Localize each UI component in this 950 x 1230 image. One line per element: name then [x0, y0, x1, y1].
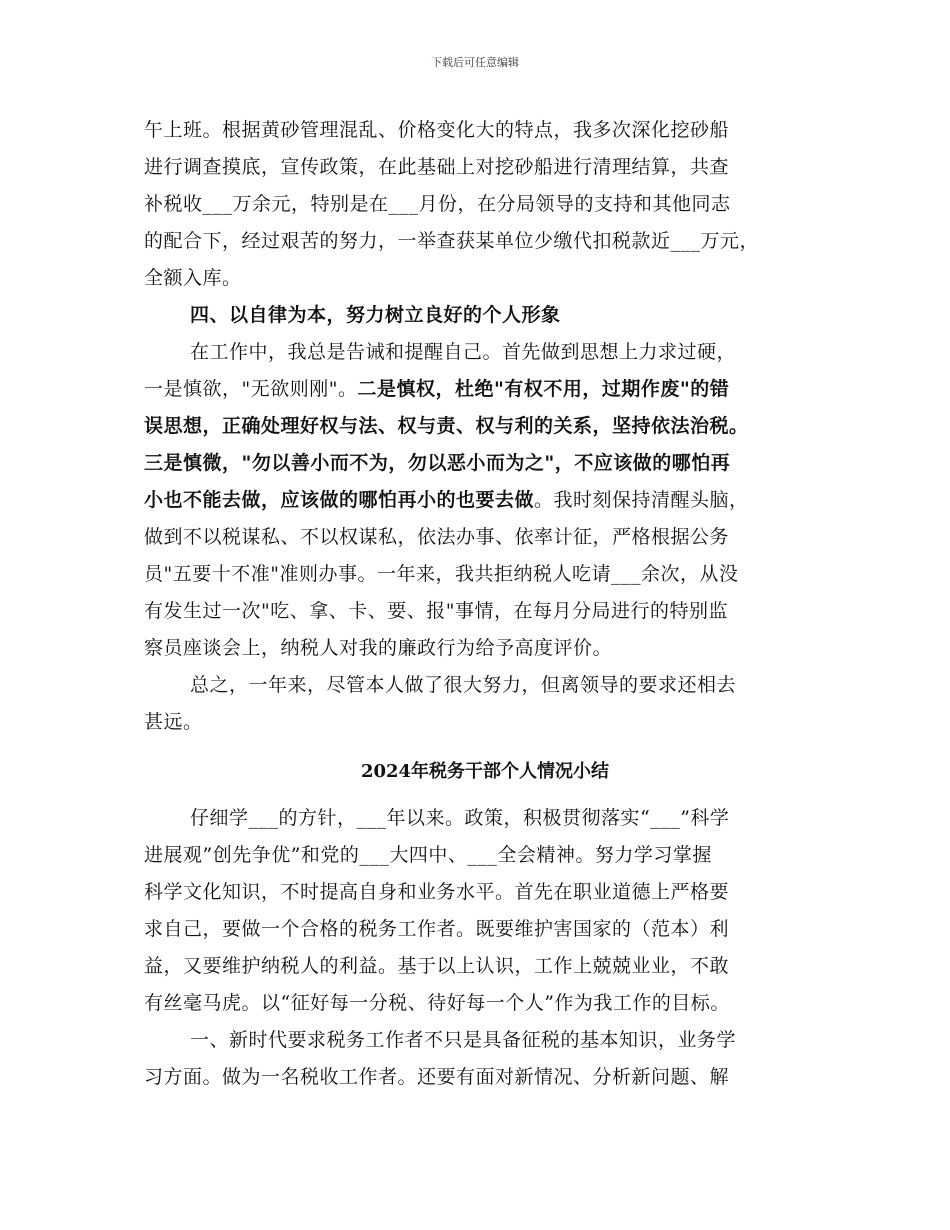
text-line: 总之，一年来，尽管本人做了很大努力，但离领导的要求还相去 [190, 674, 737, 696]
text-run: 一是慎欲，"无欲则刚"。 [144, 378, 358, 400]
bold-text-line: 三是慎微，"勿以善小而不为，勿以恶小而为之"，不应该做的哪怕再 [144, 452, 731, 474]
text-line: 有丝毫马虎。以“征好每一分税、待好每一个人”作为我工作的目标。 [144, 992, 730, 1014]
text-line: 进行调查摸底，宣传政策，在此基础上对挖砂船进行清理结算，共查 [144, 156, 730, 178]
text-line: 益，又要维护纳税人的利益。基于以上认识，工作上兢兢业业，不敢 [144, 955, 730, 977]
text-line: 察员座谈会上，纳税人对我的廉政行为给予高度评价。 [144, 637, 613, 659]
text-line: 科学文化知识，不时提高自身和业务水平。首先在职业道德上严格要 [144, 881, 730, 903]
text-line: 仔细学___的方针，___年以来。政策，积极贯彻落实“___”科学 [190, 807, 730, 829]
page-header: 下载后可任意编辑 [431, 56, 519, 69]
text-line: 全额入库。 [144, 267, 242, 289]
section-heading-4: 四、以自律为本，努力树立良好的个人形象 [190, 304, 561, 326]
document-body [144, 112, 826, 1096]
document-title: 2024年税务干部个人情况小结 [360, 761, 610, 782]
text-line: 有发生过一次"吃、拿、卡、要、报"事情，在每月分局进行的特别监 [144, 600, 728, 622]
text-line: 做到不以税谋私、不以权谋私，依法办事、依率计征，严格根据公务 [144, 526, 730, 548]
text-line: 的配合下，经过艰苦的努力，一举查获某单位少缴代扣税款近___万元， [144, 230, 760, 252]
text-line [144, 482, 826, 519]
paragraph-sand-tax [144, 112, 826, 297]
text-line: 求自己，要做一个合格的税务工作者。既要维护害国家的（范本）利 [144, 918, 730, 940]
paragraph-self-discipline [144, 334, 826, 667]
bold-text-run: 二是慎权，杜绝"有权不用，过期作废"的错 [357, 378, 730, 400]
text-line: 午上班。根据黄砂管理混乱、价格变化大的特点，我多次深化挖砂船 [144, 119, 730, 141]
text-line: 一、新时代要求税务工作者不只是具备征税的基本知识，业务学 [190, 1029, 737, 1051]
text-line: 进展观”创先争优”和党的___大四中、___全会精神。努力学习掌握 [144, 844, 712, 866]
text-run: 。我时刻保持清醒头脑， [534, 489, 749, 511]
paragraph-section-1 [144, 1022, 826, 1096]
bold-text-line: 误思想，正确处理好权与法、权与责、权与利的关系，坚持依法治税。 [144, 415, 749, 437]
paragraph-conclusion [144, 667, 826, 741]
text-line [144, 371, 826, 408]
bold-text-run: 小也不能去做，应该做的哪怕再小的也要去做 [144, 489, 535, 511]
text-line: 习方面。做为一名税收工作者。还要有面对新情况、分析新问题、解 [144, 1066, 730, 1088]
text-line: 甚远。 [144, 711, 203, 733]
paragraph-intro [144, 800, 826, 1022]
text-line: 补税收___万余元，特别是在___月份，在分局领导的支持和其他同志 [144, 193, 731, 215]
text-line: 员"五要十不准"准则办事。一年来，我共拒纳税人吃请___余次，从没 [144, 563, 739, 585]
text-line: 在工作中，我总是告诫和提醒自己。首先做到思想上力求过硬， [190, 341, 737, 363]
